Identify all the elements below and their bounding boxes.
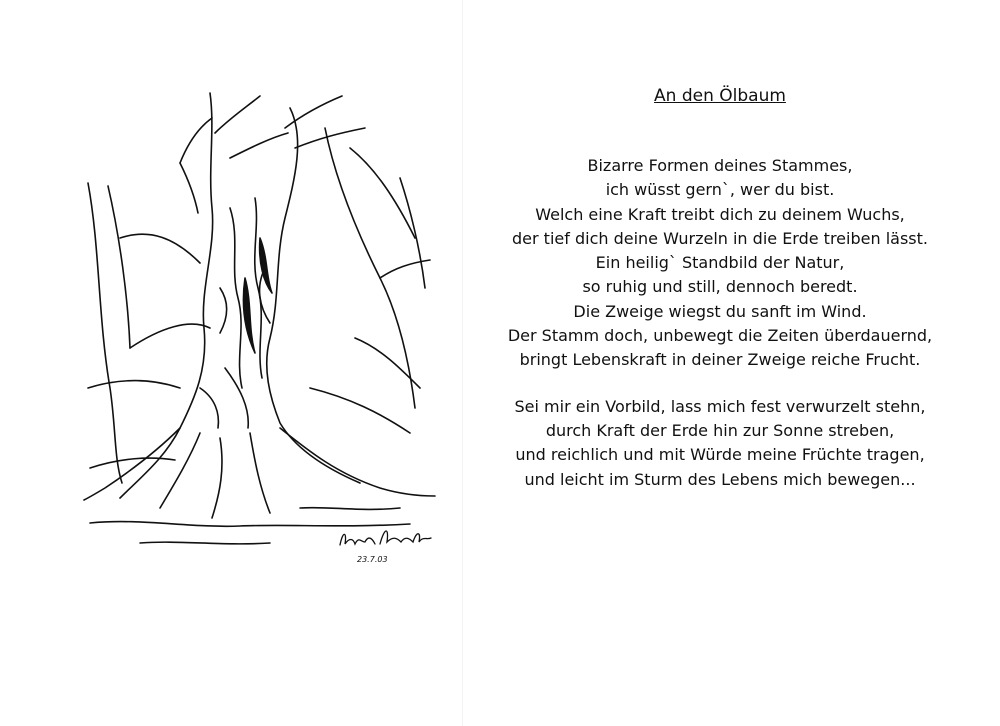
poem-line: der tief dich deine Wurzeln in die Erde treiben lässt. — [512, 228, 928, 248]
poem-line: Bizarre Formen deines Stammes, — [587, 156, 853, 175]
poem-line: ich wüsst gern`, wer du bist. — [605, 180, 835, 200]
artist-signature — [335, 520, 455, 570]
card-fold-line — [462, 0, 463, 726]
poem-line: und reichlich und mit Würde meine Früchte tragen, — [515, 445, 925, 465]
poem — [470, 84, 970, 492]
poem-line: so ruhig und still, dennoch beredt. — [582, 277, 858, 297]
poem-line: Sei mir ein Vorbild, lass mich fest verwurzelt stehn, — [514, 396, 926, 416]
poem-line: bringt Lebenskraft in deiner Zweige reiche Frucht. — [519, 350, 921, 370]
poem-line: Der Stamm doch, unbewegt die Zeiten überdauernd, — [507, 326, 933, 346]
poem-stanza — [470, 154, 970, 373]
olive-tree-sketch — [80, 88, 440, 558]
signature-date: 23.7.03 — [357, 555, 388, 564]
poem-line: und leicht im Sturm des Lebens mich bewegen... — [524, 469, 916, 489]
poem-line: Welch eine Kraft treibt dich zu deinem Wuchs, — [535, 204, 905, 224]
poem-line: Die Zweige wiegst du sanft im Wind. — [573, 301, 867, 321]
poem-title: An den Ölbaum — [654, 86, 786, 106]
poem-line: Ein heilig` Standbild der Natur, — [595, 253, 845, 273]
poem-stanza — [470, 395, 970, 492]
poem-line: durch Kraft der Erde hin zur Sonne streben, — [545, 420, 895, 440]
